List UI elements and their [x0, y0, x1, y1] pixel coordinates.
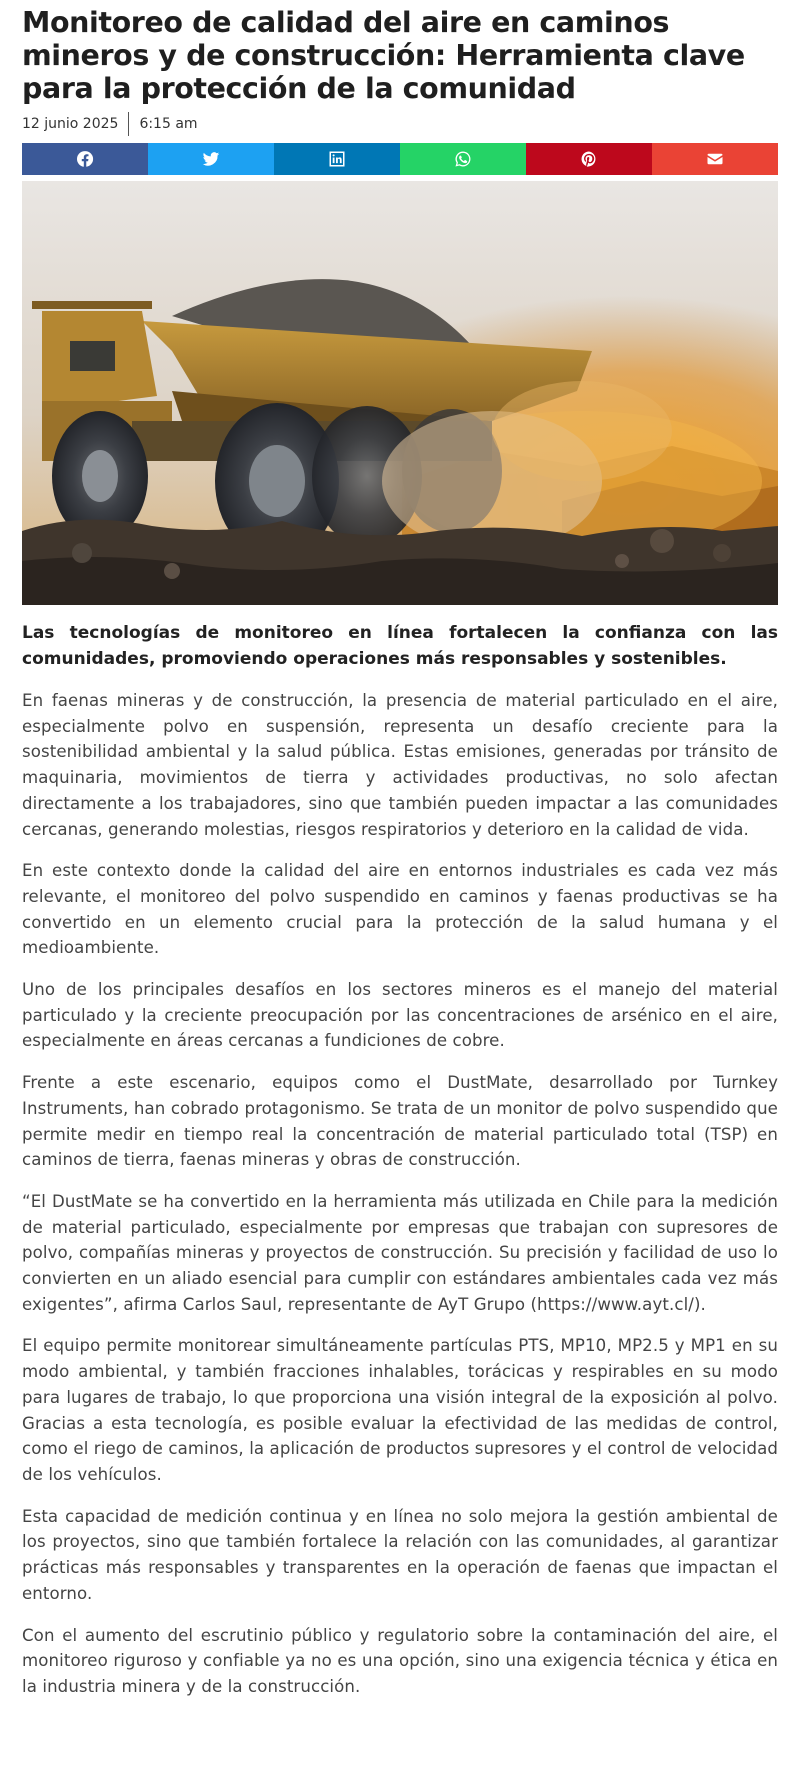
- meta-divider: [128, 112, 129, 136]
- article-paragraph-8: Con el aumento del escrutinio público y regulatorio sobre la contaminación del aire, el monitoreo riguroso y confiable ya no es una opción, sino una exigencia técnica y ética en la industria minera y de la construcción.: [22, 1625, 778, 1696]
- whatsapp-icon: [454, 150, 472, 168]
- facebook-icon: [76, 150, 94, 168]
- article-paragraph-4: Frente a este escenario, equipos como el DustMate, desarrollado por Turnkey Instruments, han cobrado protagonismo. Se trata de un monitor de polvo suspendido que permite medir en tiempo real la concentración de material particulado total (TSP) en caminos de tierra, faenas mineras y obras de construcción.: [22, 1073, 778, 1170]
- twitter-icon: [202, 150, 220, 168]
- email-icon: [706, 150, 724, 168]
- article-paragraph-2: En este contexto donde la calidad del aire en entornos industriales es cada vez más relevante, el monitoreo del polvo suspendido en caminos y faenas productivas se ha convertido en un elemento crucial para la protección de la salud humana y el medioambiente.: [22, 861, 778, 958]
- article-paragraph-5: “El DustMate se ha convertido en la herramienta más utilizada en Chile para la medición de material particulado, especialmente por empresas que trabajan con supresores de polvo, compañías mineras y proyectos de construcción. Su precisión y facilidad de uso lo convierten en un aliado esencial para cumplir con estándares ambientales cada vez más exigentes”, afirma Carlos Saul, representante de AyT Grupo (https://www.ayt.cl/).: [22, 1191, 778, 1314]
- article-title: Monitoreo de calidad del aire en caminos mineros y de construcción: Herramienta clave para la protección de la comunidad: [22, 6, 745, 105]
- share-bar: [22, 143, 778, 175]
- article-paragraph-7: Esta capacidad de medición continua y en línea no solo mejora la gestión ambiental de los proyectos, sino que también fortalece la relación con las comunidades, al garantizar prácticas más responsables y transparentes en la operación de faenas que impactan el entorno.: [22, 1506, 778, 1603]
- share-pinterest-button[interactable]: [526, 143, 652, 175]
- share-facebook-button[interactable]: [22, 143, 148, 175]
- pinterest-icon: [580, 150, 598, 168]
- article-paragraph-3: Uno de los principales desafíos en los sectores mineros es el manejo del material particulado y la creciente preocupación por las concentraciones de arsénico en el aire, especialmente en áreas cercanas a fundiciones de cobre.: [22, 980, 778, 1051]
- article-meta: [22, 113, 778, 135]
- share-whatsapp-button[interactable]: [400, 143, 526, 175]
- hero-image-haul-truck: [22, 181, 778, 605]
- article: [22, 6, 778, 1700]
- share-twitter-button[interactable]: [148, 143, 274, 175]
- linkedin-icon: [328, 150, 346, 168]
- share-email-button[interactable]: [652, 143, 778, 175]
- article-paragraph-6: El equipo permite monitorear simultáneamente partículas PTS, MP10, MP2.5 y MP1 en su modo ambiental, y también fracciones inhalables, torácicas y respirables en su modo para lugares de trabajo, lo que proporciona una visión integral de la exposición al polvo. Gracias a esta tecnología, es posible evaluar la efectividad de las medidas de control, como el riego de caminos, la aplicación de productos supresores y el control de velocidad de los vehículos.: [22, 1336, 778, 1484]
- article-lead: Las tecnologías de monitoreo en línea fortalecen la confianza con las comunidades, promoviendo operaciones más responsables y sostenibles.: [22, 623, 778, 669]
- article-date: 12 junio 2025: [22, 116, 119, 132]
- article-time: 6:15 am: [139, 116, 198, 132]
- article-paragraph-1: En faenas mineras y de construcción, la presencia de material particulado en el aire, especialmente polvo en suspensión, representa un desafío creciente para la sostenibilidad ambiental y la salud pública. Estas emisiones, generadas por tránsito de maquinaria, movimientos de tierra y actividades productivas, no solo afectan directamente a los trabajadores, sino que también pueden impactar a las comunidades cercanas, generando molestias, riesgos respiratorios y deterioro en la calidad de vida.: [22, 691, 778, 839]
- share-linkedin-button[interactable]: [274, 143, 400, 175]
